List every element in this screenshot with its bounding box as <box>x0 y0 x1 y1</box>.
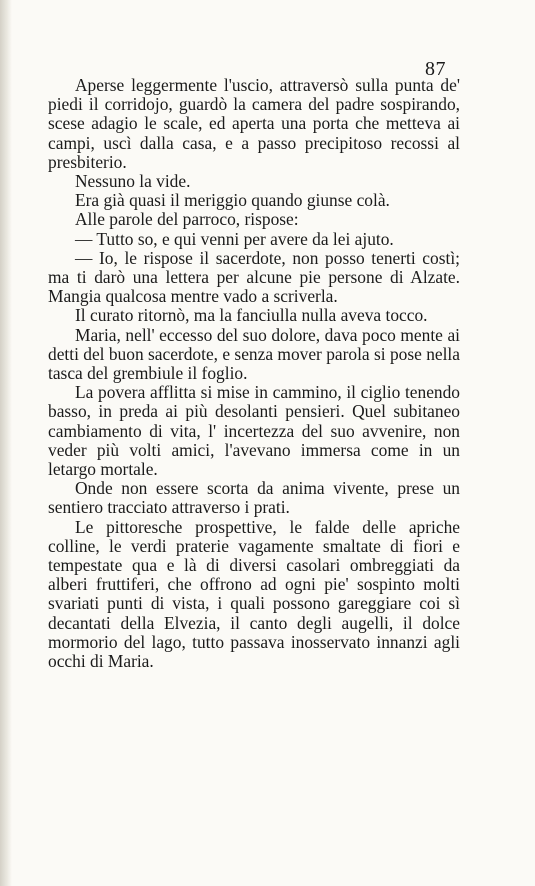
paragraph-4: Alle parole del parroco, rispose: <box>75 209 299 230</box>
paragraph-6: — Io, le rispose il sacerdote, non posso tenerti costì; ma ti darò una lettera per alcune pie persone di Alzate. Mangia qualcosa mentre vado a scriverla. <box>48 247 460 307</box>
page-binding-edge <box>0 0 12 886</box>
paragraph-9: La povera afflitta si mise in cammino, il ciglio tenendo basso, in preda ai più desolanti pensieri. Quel subitaneo cambiamento di vita, l' incertezza del suo avvenire, non veder più volti amici, l'avevano immersa come in un letargo mortale. <box>48 382 460 480</box>
body-text <box>48 76 460 671</box>
paragraph-10: Onde non essere scorta da anima vivente, prese un sentiero tracciato attraverso i prati. <box>48 478 460 518</box>
paragraph-3: Era già quasi il meriggio quando giunse colà. <box>75 190 390 211</box>
paragraph-8: Maria, nell' eccesso del suo dolore, dava poco mente ai detti del buon sacerdote, e senza mover parola si pose nella tasca del grembiule il foglio. <box>48 324 460 384</box>
paragraph-5: — Tutto so, e qui venni per avere da lei ajuto. <box>75 228 394 249</box>
paragraph-1: Aperse leggermente l'uscio, attraversò sulla punta de' piedi il corridojo, guardò la camera del padre sospirando, scese adagio le scale, ed aperta una porta che metteva ai campi, uscì dalla casa, e a passo precipitoso recossi al presbiterio. <box>48 75 460 172</box>
page-number: 87 <box>425 58 446 80</box>
paragraph-2: Nessuno la vide. <box>75 171 191 192</box>
paragraph-11: Le pittoresche prospettive, le falde delle apriche colline, le verdi praterie vagamente smaltate di fiori e tempestate qua e là di diversi casolari ombreggiati da alberi fruttiferi, che offrono ad ogni pie' sospinto molti svariati punti di vista, i quali possono gareggiare coi sì decantati della Elvezia, il canto degli augelli, il dolce mormorio del lago, tutto passava inosservato innanzi agli occhi di Maria. <box>48 516 460 672</box>
paragraph-7: Il curato ritornò, ma la fanciulla nulla aveva tocco. <box>75 305 428 326</box>
